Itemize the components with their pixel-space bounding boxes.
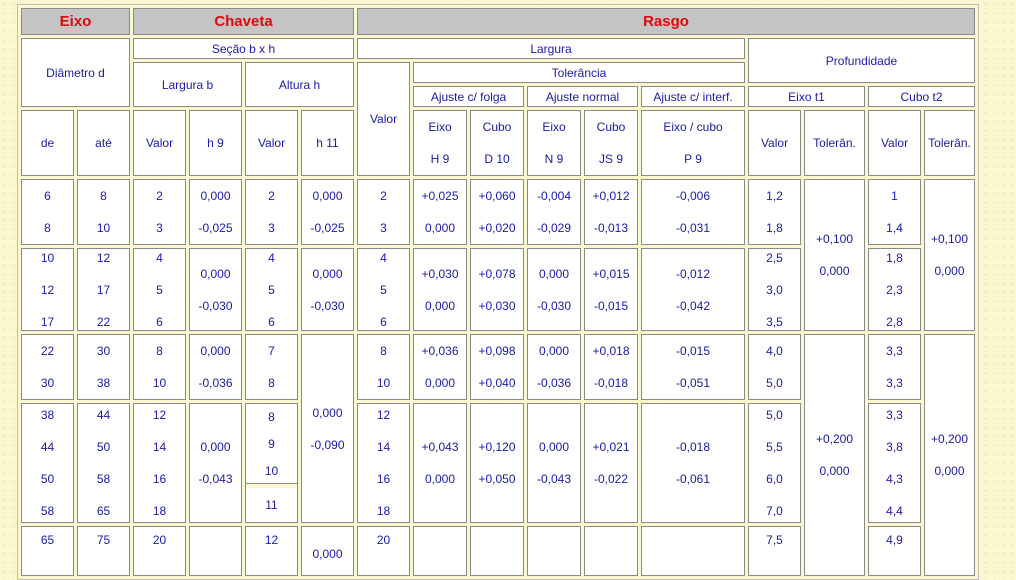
value: -0,042: [675, 298, 711, 313]
cell-interf: [641, 403, 745, 523]
value: 6: [156, 314, 163, 329]
col-label-top: Cubo: [482, 120, 512, 134]
cell-folga-cubo: [470, 403, 524, 523]
cell-b: [133, 403, 186, 523]
value: 65: [96, 504, 111, 518]
value: -0,025: [310, 221, 345, 235]
header-largura: Largura: [357, 38, 745, 59]
cell-de: [21, 248, 74, 331]
value: 16: [152, 472, 167, 486]
header-rasgo: Rasgo: [357, 8, 975, 35]
col-valor-b: Valor: [133, 110, 186, 176]
col-label-bottom: H 9: [430, 152, 450, 166]
value: 5: [268, 282, 275, 297]
header-eixo-t1: Eixo t1: [748, 86, 865, 107]
value: 0,000: [934, 464, 965, 478]
value: -0,043: [198, 472, 233, 486]
col-label-top: Cubo: [596, 120, 626, 134]
value: 17: [96, 282, 111, 297]
value: 8: [100, 189, 107, 203]
value: -0,031: [675, 221, 711, 235]
value: +0,025: [421, 189, 459, 203]
value: -0,025: [198, 221, 233, 235]
cell-t1: [748, 403, 801, 523]
value: 2: [156, 189, 163, 203]
cell-folga-eixo: [413, 334, 467, 400]
value: 6,0: [766, 472, 783, 486]
value: -0,013: [593, 221, 629, 235]
value: +0,012: [592, 189, 630, 203]
value: 6: [268, 314, 275, 329]
col-label-bottom: D 10: [484, 152, 510, 166]
value: 2,8: [886, 314, 903, 329]
value: -0,036: [198, 376, 233, 390]
cell-h9: [189, 248, 242, 331]
value: 0,000: [934, 264, 965, 278]
cell-normal-eixo: [527, 334, 581, 400]
col-h9: h 9: [189, 110, 242, 176]
col-folga-eixo: [413, 110, 467, 176]
value: 1,8: [766, 221, 783, 235]
value: -0,012: [675, 266, 711, 281]
value: 44: [96, 408, 111, 422]
value: 0,000: [312, 189, 343, 203]
value: 3,3: [886, 344, 903, 358]
cell-de: [21, 403, 74, 523]
value: 5,5: [766, 440, 783, 454]
value: 30: [96, 344, 111, 358]
cell-t1: [748, 248, 801, 331]
cell-b: [133, 334, 186, 400]
col-valor-t2: Valor: [868, 110, 921, 176]
cell-t1: 7,5: [748, 526, 801, 576]
value: -0,090: [310, 437, 345, 452]
col-normal-cubo: [584, 110, 638, 176]
value: 8: [380, 344, 387, 358]
value: 22: [96, 314, 111, 329]
cell-t1: [748, 334, 801, 400]
value: 5: [380, 282, 387, 297]
value: -0,051: [675, 376, 711, 390]
value: -0,018: [593, 376, 629, 390]
header-secao: Seção b x h: [133, 38, 354, 59]
cell-folga-cubo: [470, 179, 524, 245]
cell-normal-eixo: [527, 248, 581, 331]
value: 5,0: [766, 376, 783, 390]
value: 3: [156, 221, 163, 235]
value: -0,006: [675, 189, 711, 203]
header-profundidade: Profundidade: [748, 38, 975, 83]
value: 38: [96, 376, 111, 390]
value: +0,020: [478, 221, 516, 235]
value: 10: [376, 376, 391, 390]
value: 10: [152, 376, 167, 390]
value: +0,100: [930, 232, 969, 246]
value: +0,030: [421, 266, 459, 281]
cell-h: [245, 179, 298, 245]
value: 58: [96, 472, 111, 486]
value: +0,036: [421, 344, 459, 358]
value: 4,4: [886, 504, 903, 518]
value: 58: [40, 504, 55, 518]
header-ajuste-normal: Ajuste normal: [527, 86, 638, 107]
col-folga-cubo: [470, 110, 524, 176]
cell-de: [21, 334, 74, 400]
value: 0,000: [538, 440, 570, 454]
cell-t1-tol: [804, 334, 865, 576]
cell-de: [21, 179, 74, 245]
value: 9: [268, 436, 275, 451]
cell-t2: [868, 248, 921, 331]
value: 3: [268, 221, 275, 235]
cell-h9: [189, 334, 242, 400]
value: 14: [376, 440, 391, 454]
value: 1,2: [766, 189, 783, 203]
cell-h9: [189, 403, 242, 523]
value: 4,0: [766, 344, 783, 358]
value: 2: [380, 189, 387, 203]
value: 6: [380, 314, 387, 329]
value: 0,000: [312, 405, 343, 420]
col-normal-eixo: [527, 110, 581, 176]
col-label-bottom: P 9: [684, 152, 702, 166]
value: +0,050: [478, 472, 516, 486]
cell-ate: [77, 248, 130, 331]
value: 18: [376, 504, 391, 518]
value: 12: [152, 408, 167, 422]
value: -0,015: [593, 298, 629, 313]
cell-h11: [301, 248, 354, 331]
value: 6: [44, 189, 51, 203]
col-label-bottom: JS 9: [598, 152, 623, 166]
value: -0,036: [536, 376, 572, 390]
value: 5: [156, 282, 163, 297]
col-label-top: Eixo: [428, 120, 452, 134]
value: 0,000: [424, 298, 456, 313]
value: 3: [380, 221, 387, 235]
header-tolerancia: Tolerância: [413, 62, 745, 83]
header-ajuste-folga: Ajuste c/ folga: [413, 86, 524, 107]
value: 2,5: [766, 250, 783, 265]
value: +0,200: [930, 432, 969, 446]
value: 1,8: [886, 250, 903, 265]
value: 3,3: [886, 408, 903, 422]
value: -0,043: [536, 472, 572, 486]
value: 16: [376, 472, 391, 486]
cell-interf: [641, 248, 745, 331]
value: 3,5: [766, 314, 783, 329]
cell-largura: [357, 179, 410, 245]
value: +0,018: [592, 344, 630, 358]
cell-h11: [301, 179, 354, 245]
value: 7: [268, 344, 275, 358]
value: 2: [268, 189, 275, 203]
value: -0,030: [536, 298, 572, 313]
value: 0,000: [819, 464, 850, 478]
cell-h-split: [245, 403, 298, 523]
value: 4,3: [886, 472, 903, 486]
cell-h9: [189, 179, 242, 245]
value: +0,021: [592, 440, 630, 454]
cell-largura: [357, 403, 410, 523]
col-valor-h: Valor: [245, 110, 298, 176]
cell-t2-tol: [924, 179, 975, 331]
col-de: de: [21, 110, 74, 176]
cell-t2-tol: [924, 334, 975, 576]
col-toleran-t1: Tolerân.: [804, 110, 865, 176]
cell-normal-eixo: [527, 403, 581, 523]
value: 0,000: [424, 376, 456, 390]
value: +0,015: [592, 266, 630, 281]
value: -0,030: [310, 298, 345, 313]
cell-b: [133, 179, 186, 245]
cell-h: [245, 334, 298, 400]
value: 38: [40, 408, 55, 422]
value: 0,000: [200, 440, 231, 454]
col-interf: [641, 110, 745, 176]
cell-interf: [641, 179, 745, 245]
cell-h: 12: [245, 526, 298, 576]
value: +0,120: [478, 440, 516, 454]
cell-ate: 75: [77, 526, 130, 576]
header-valor: Valor: [357, 62, 410, 176]
cell-normal-cubo: [584, 334, 638, 400]
cell-normal-cubo: [584, 248, 638, 331]
value: 0,000: [200, 189, 231, 203]
value: 22: [40, 344, 55, 358]
value: 4: [268, 250, 275, 265]
value: 10: [264, 463, 279, 478]
value: 2,3: [886, 282, 903, 297]
cell-ate: [77, 334, 130, 400]
value: -0,029: [536, 221, 572, 235]
value: 50: [40, 472, 55, 486]
cell-folga-cubo: [470, 248, 524, 331]
value: 7,0: [766, 504, 783, 518]
value: 12: [96, 250, 111, 265]
col-toleran-t2: Tolerân.: [924, 110, 975, 176]
value: 3,8: [886, 440, 903, 454]
value: 0,000: [312, 266, 343, 281]
value: 8: [268, 376, 275, 390]
value: 3,3: [886, 376, 903, 390]
value: 50: [96, 440, 111, 454]
cell-h11: [301, 334, 354, 523]
value: 18: [152, 504, 167, 518]
value: 10: [96, 221, 111, 235]
cell-folga-cubo: [470, 334, 524, 400]
cell-t2: [868, 334, 921, 400]
cell-h: [245, 248, 298, 331]
cell-normal-eixo: [527, 179, 581, 245]
cell-h11: 0,000: [301, 526, 354, 576]
value: 0,000: [538, 266, 570, 281]
header-largura-b: Largura b: [133, 62, 242, 107]
value: 8: [44, 221, 51, 235]
cell-largura: [357, 248, 410, 331]
cell-ate: [77, 179, 130, 245]
col-label-top: Eixo: [542, 120, 566, 134]
value: 4: [156, 250, 163, 265]
value: +0,030: [478, 298, 516, 313]
col-label-bottom: N 9: [544, 152, 564, 166]
cell-largura: 20: [357, 526, 410, 576]
cell-normal-cubo: [584, 179, 638, 245]
cell-t1-tol: [804, 179, 865, 331]
cell-t2: [868, 179, 921, 245]
cell-de: 65: [21, 526, 74, 576]
cell-b: 20: [133, 526, 186, 576]
col-ate: até: [77, 110, 130, 176]
header-chaveta: Chaveta: [133, 8, 354, 35]
cell-h-last: 11: [246, 484, 297, 522]
col-valor-t1: Valor: [748, 110, 801, 176]
cell-largura: [357, 334, 410, 400]
value: 3,0: [766, 282, 783, 297]
value: 1: [891, 189, 898, 203]
value: -0,004: [536, 189, 572, 203]
value: 10: [40, 250, 55, 265]
value: 1,4: [886, 221, 903, 235]
value: -0,061: [675, 472, 711, 486]
value: 0,000: [200, 266, 231, 281]
value: 0,000: [424, 472, 456, 486]
value: +0,040: [478, 376, 516, 390]
value: +0,100: [815, 232, 854, 246]
value: 0,000: [538, 344, 570, 358]
header-diametro: Diâmetro d: [21, 38, 130, 107]
cell-b: [133, 248, 186, 331]
cell-normal-cubo: [584, 403, 638, 523]
header-altura-h: Altura h: [245, 62, 354, 107]
col-label-top: Eixo / cubo: [663, 120, 723, 134]
cell-folga-eixo: [413, 248, 467, 331]
value: 12: [376, 408, 391, 422]
value: +0,098: [478, 344, 516, 358]
value: +0,060: [478, 189, 516, 203]
cell-ate: [77, 403, 130, 523]
key-dimensions-table: [17, 4, 979, 580]
value: 30: [40, 376, 55, 390]
value: +0,078: [478, 266, 516, 281]
value: -0,030: [198, 298, 233, 313]
value: -0,022: [593, 472, 629, 486]
value: 44: [40, 440, 55, 454]
cell-interf: [641, 334, 745, 400]
value: 0,000: [424, 221, 456, 235]
value: +0,200: [815, 432, 854, 446]
value: 4: [380, 250, 387, 265]
value: -0,018: [675, 440, 711, 454]
value: 0,000: [200, 344, 231, 358]
value: 8: [268, 410, 275, 425]
header-ajuste-interf: Ajuste c/ interf.: [641, 86, 745, 107]
value: 17: [40, 314, 55, 329]
cell-folga-eixo: [413, 179, 467, 245]
value: 14: [152, 440, 167, 454]
value: 5,0: [766, 408, 783, 422]
header-eixo: Eixo: [21, 8, 130, 35]
value: 8: [156, 344, 163, 358]
col-h11: h 11: [301, 110, 354, 176]
value: 0,000: [819, 264, 850, 278]
cell-t1: [748, 179, 801, 245]
header-cubo-t2: Cubo t2: [868, 86, 975, 107]
cell-t2: [868, 403, 921, 523]
cell-t2: 4,9: [868, 526, 921, 576]
cell-h: [246, 404, 297, 484]
value: 12: [40, 282, 55, 297]
value: -0,015: [675, 344, 711, 358]
cell-folga-eixo: [413, 403, 467, 523]
value: +0,043: [421, 440, 459, 454]
